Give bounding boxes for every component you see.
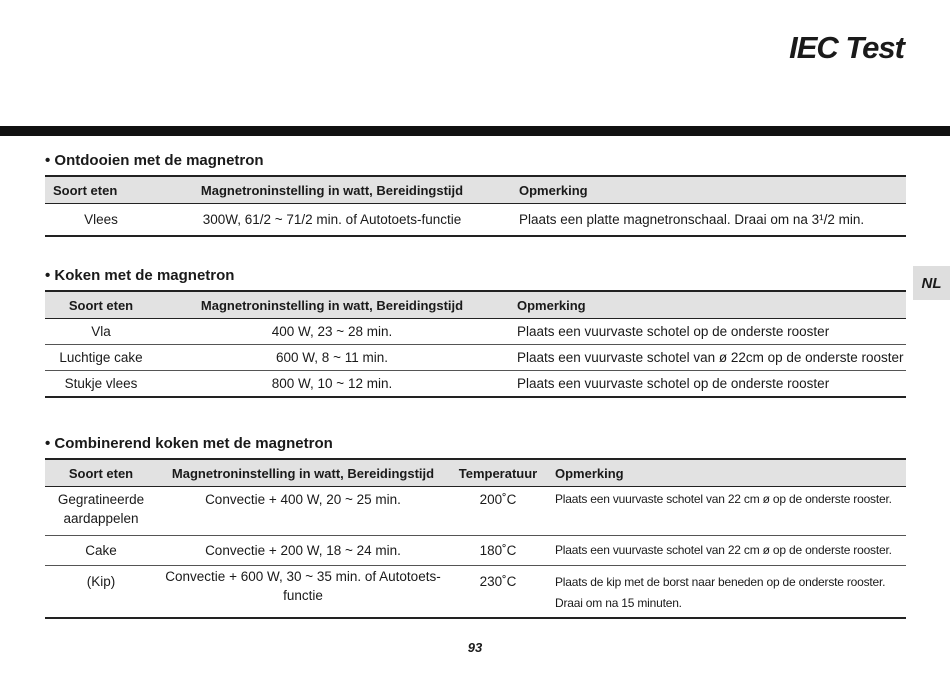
section-heading: • Koken met de magnetron <box>45 267 235 284</box>
section-cooking <box>45 266 906 398</box>
cell-setting: Convectie + 600 W, 30 ~ 35 min. of Autotoets-functie <box>157 566 449 619</box>
cell-temperature: 230˚C <box>449 566 547 619</box>
header-rule <box>0 126 950 136</box>
cell-food: (Kip) <box>45 566 157 619</box>
cell-remark: Plaats de kip met de borst naar beneden op de onderste rooster. Draai om na 15 minuten. <box>547 566 906 619</box>
column-header: Soort eten <box>45 459 157 487</box>
table-header-row <box>45 291 906 319</box>
column-header: Temperatuur <box>449 459 547 487</box>
column-header: Magnetroninstelling in watt, Bereidingstijd <box>157 176 507 204</box>
cell-remark: Plaats een platte magnetronschaal. Draai om na 3¹/2 min. <box>507 204 906 236</box>
table-row <box>45 566 906 619</box>
column-header: Soort eten <box>45 176 157 204</box>
cell-food: Cake <box>45 536 157 566</box>
cell-temperature: 180˚C <box>449 536 547 566</box>
column-header: Opmerking <box>507 291 906 319</box>
cooking-table <box>45 290 906 398</box>
cell-setting: 800 W, 10 ~ 12 min. <box>157 371 507 398</box>
section-heading: • Ontdooien met de magnetron <box>45 152 264 169</box>
column-header: Opmerking <box>507 176 906 204</box>
table-row <box>45 204 906 236</box>
cell-temperature: 200˚C <box>449 487 547 536</box>
cell-setting: 600 W, 8 ~ 11 min. <box>157 345 507 371</box>
language-tab: NL <box>913 266 950 300</box>
cell-remark: Plaats een vuurvaste schotel op de onderste rooster <box>507 319 906 345</box>
section-combination <box>45 434 906 619</box>
cell-remark: Plaats een vuurvaste schotel van 22 cm ø op de onderste rooster. <box>547 536 906 566</box>
cell-setting: Convectie + 400 W, 20 ~ 25 min. <box>157 487 449 536</box>
column-header: Magnetroninstelling in watt, Bereidingstijd <box>157 459 449 487</box>
table-row <box>45 487 906 536</box>
cell-food: Luchtige cake <box>45 345 157 371</box>
table-row <box>45 345 906 371</box>
cell-food: Vlees <box>45 204 157 236</box>
cell-remark: Plaats een vuurvaste schotel van ø 22cm op de onderste rooster <box>507 345 906 371</box>
table-row <box>45 319 906 345</box>
cell-setting: 300W, 61/2 ~ 71/2 min. of Autotoets-functie <box>157 204 507 236</box>
cell-setting: 400 W, 23 ~ 28 min. <box>157 319 507 345</box>
combination-table <box>45 458 906 619</box>
table-header-row <box>45 459 906 487</box>
cell-setting: Convectie + 200 W, 18 ~ 24 min. <box>157 536 449 566</box>
section-heading: • Combinerend koken met de magnetron <box>45 435 333 452</box>
page-title: IEC Test <box>789 30 904 65</box>
page-number: 93 <box>467 640 483 655</box>
cell-food: Stukje vlees <box>45 371 157 398</box>
cell-remark: Plaats een vuurvaste schotel op de onderste rooster <box>507 371 906 398</box>
cell-remark: Plaats een vuurvaste schotel van 22 cm ø op de onderste rooster. <box>547 487 906 536</box>
column-header: Magnetroninstelling in watt, Bereidingstijd <box>157 291 507 319</box>
cell-food: Vla <box>45 319 157 345</box>
column-header: Opmerking <box>547 459 906 487</box>
cell-food: Gegratineerde aardappelen <box>45 487 157 536</box>
table-row <box>45 371 906 398</box>
defrost-table <box>45 175 906 237</box>
column-header: Soort eten <box>45 291 157 319</box>
table-header-row <box>45 176 906 204</box>
section-defrost <box>45 151 906 237</box>
table-row <box>45 536 906 566</box>
